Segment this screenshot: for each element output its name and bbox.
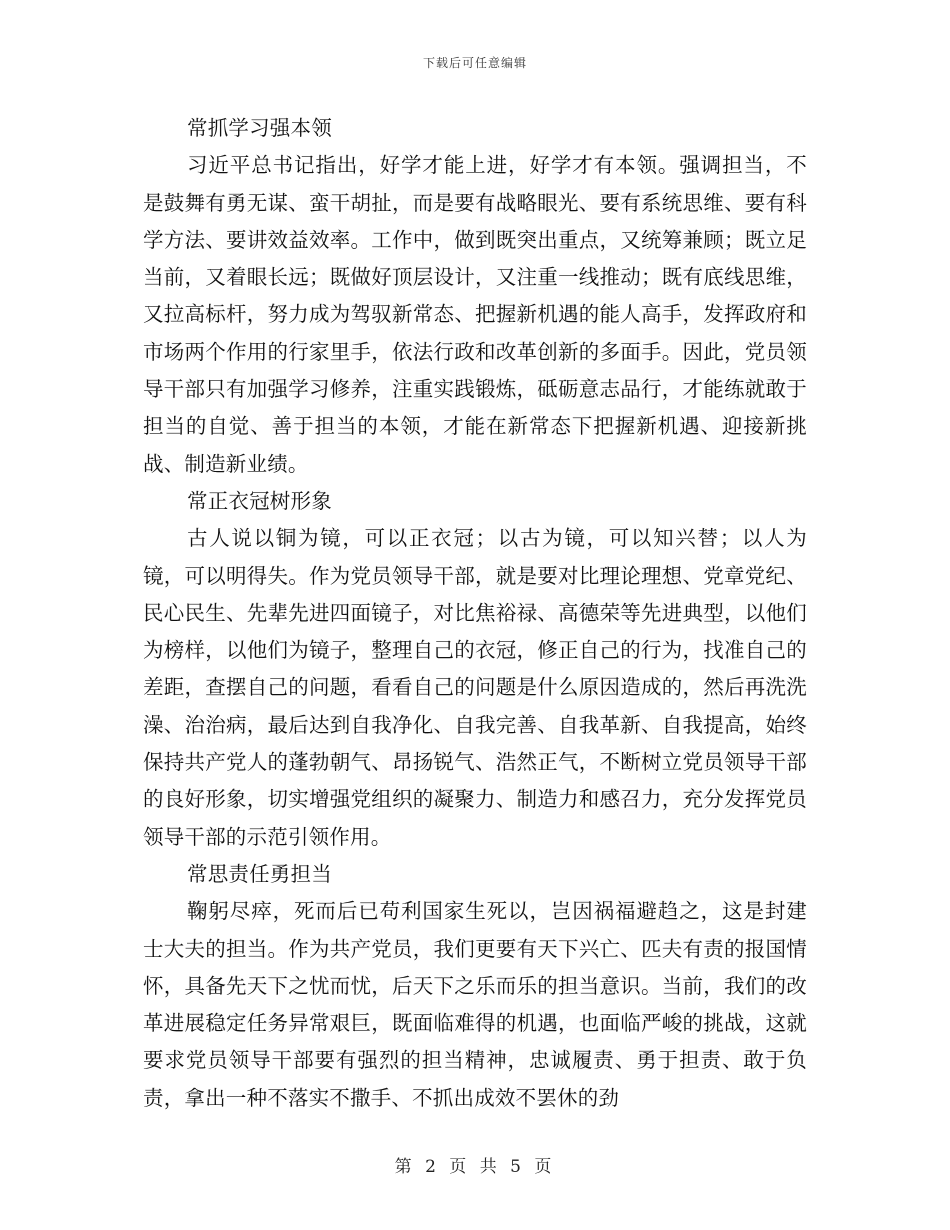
document-body — [143, 110, 807, 1117]
section-paragraph-study: 习近平总书记指出，好学才能上进，好学才有本领。强调担当，不是鼓舞有勇无谋、蛮干胡扯，而是要有战略眼光、要有系统思维、要有科学方法、要讲效益效率。工作中，做到既突出重点，又统筹兼顾；既立足当前，又着眼长远；既做好顶层设计，又注重一线推动；既有底线思维，又拉高标杆，努力成为驾驭新常态、把握新机遇的能人高手，发挥政府和市场两个作用的行家里手，依法行政和改革创新的多面手。因此，党员领导干部只有加强学习修养，注重实践锻炼，砥砺意志品行，才能练就敢于担当的自觉、善于担当的本领，才能在新常态下把握新机遇、迎接新挑战、制造新业绩。 — [143, 153, 807, 476]
section-paragraph-image: 古人说以铜为镜，可以正衣冠；以古为镜，可以知兴替；以人为镜，可以明得失。作为党员领导干部，就是要对比理论理想、党章党纪、民心民生、先辈先进四面镜子，对比焦裕禄、高德荣等先进典型，以他们为榜样，以他们为镜子，整理自己的衣冠，修正自己的行为，找准自己的差距，查摆自己的问题，看看自己的问题是什么原因造成的，然后再洗洗澡、治治病，最后达到自我净化、自我完善、自我革新、自我提高，始终保持共产党人的蓬勃朝气、昂扬锐气、浩然正气，不断树立党员领导干部的良好形象，切实增强党组织的凝聚力、制造力和感召力，充分发挥党员领导干部的示范引领作用。 — [143, 526, 807, 849]
section-heading-responsibility: 常思责任勇担当 — [187, 861, 332, 886]
section-heading-image: 常正衣冠树形象 — [187, 488, 332, 513]
page-number-footer: 第 2 页 共 5 页 — [394, 1157, 556, 1177]
page-header: 下载后可任意编辑 — [422, 56, 527, 70]
section-paragraph-responsibility: 鞠躬尽瘁，死而后已苟利国家生死以，岂因祸福避趋之，这是封建士大夫的担当。作为共产党员，我们更要有天下兴亡、匹夫有责的报国情怀，具备先天下之忧而忧，后天下之乐而乐的担当意识。当前，我们的改革进展稳定任务异常艰巨，既面临难得的机遇，也面临严峻的挑战，这就要求党员领导干部要有强烈的担当精神，忠诚履责、勇于担责、敢于负责，拿出一种不落实不撒手、不抓出成效不罢休的劲 — [143, 899, 807, 1110]
section-heading-study: 常抓学习强本领 — [187, 116, 332, 140]
